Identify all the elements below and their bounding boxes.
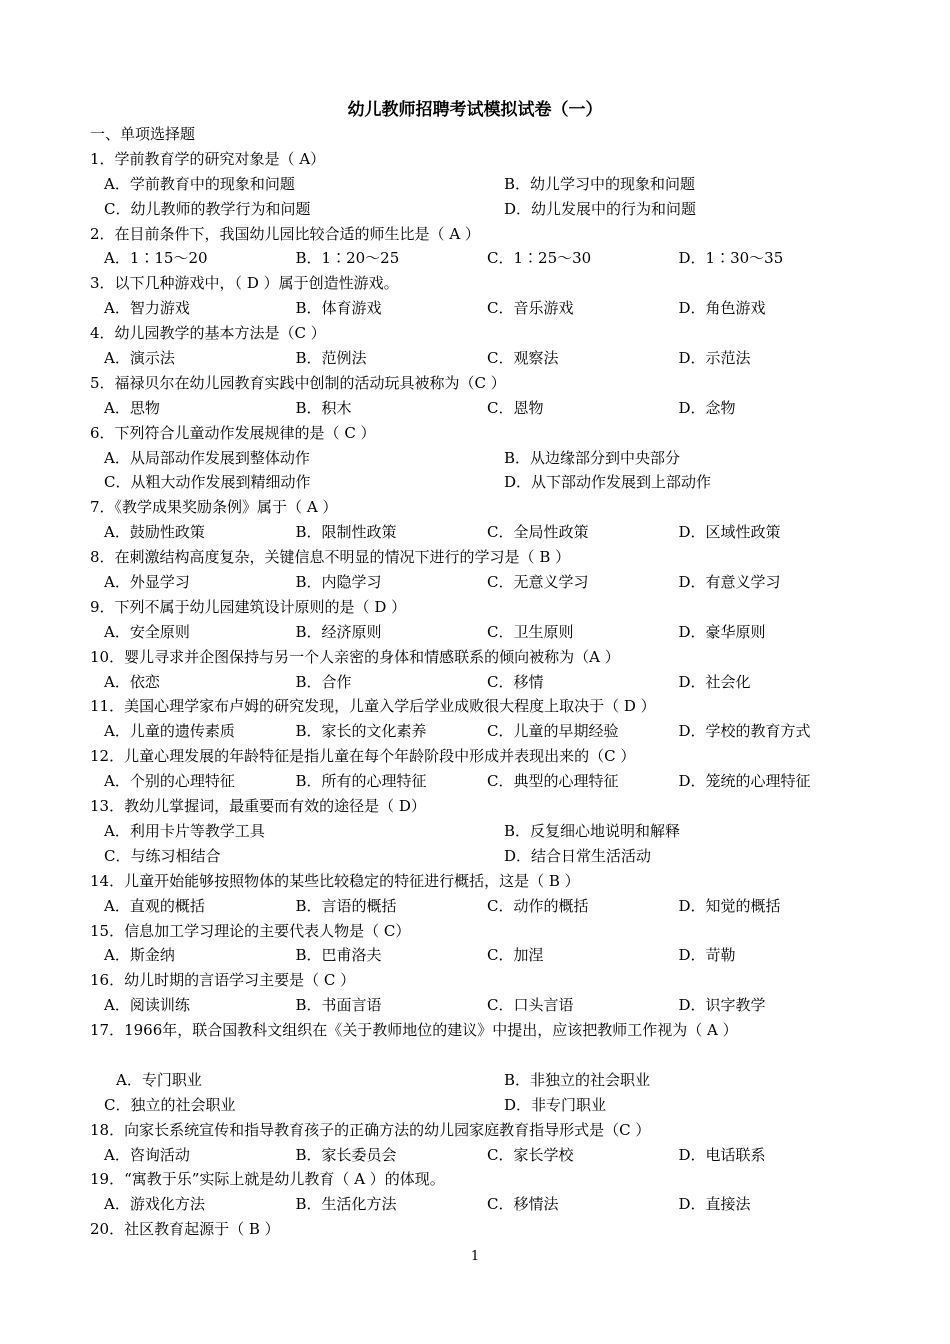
answer-option: A．利用卡片等教学工具 — [104, 821, 265, 840]
question-text: 12．儿童心理发展的年龄特征是指儿童在每个年龄阶段中形成并表现出来的（C ） — [90, 747, 636, 766]
answer-option: D．区域性政策 — [678, 523, 781, 542]
question-text: 10．婴儿寻求并企图保持与另一个人亲密的身体和情感联系的倾向被称为（A ） — [90, 647, 620, 666]
answer-option: B．范例法 — [295, 349, 367, 368]
answer-option: B．经济原则 — [295, 622, 382, 641]
answer-option: C．口头言语 — [487, 996, 574, 1015]
answer-option: C．移情法 — [487, 1195, 559, 1214]
question-text: 9．下列不属于幼儿园建筑设计原则的是（ D ） — [90, 597, 407, 616]
answer-option: C．音乐游戏 — [487, 299, 574, 318]
question-text: 16．幼儿时期的言语学习主要是（ C ） — [90, 971, 356, 990]
answer-option: C．1∶25～30 — [487, 249, 592, 268]
answer-option: A．学前教育中的现象和问题 — [104, 174, 295, 193]
options-row — [90, 296, 870, 321]
answer-option: A．鼓励性政策 — [104, 523, 205, 542]
answer-option: D．知觉的概括 — [678, 896, 781, 915]
answer-option: D．社会化 — [678, 672, 751, 691]
answer-option: C．动作的概括 — [487, 896, 589, 915]
answer-option: A．演示法 — [104, 349, 175, 368]
options-row — [90, 993, 870, 1018]
question-text: 13．教幼儿掌握词，最重要而有效的途径是（ D） — [90, 797, 426, 816]
options-row — [90, 1093, 870, 1118]
answer-option: C．观察法 — [487, 349, 559, 368]
answer-option: B．体育游戏 — [295, 299, 382, 318]
answer-option: D．学校的教育方式 — [678, 722, 811, 741]
question-text: 5．福禄贝尔在幼儿园教育实践中创制的活动玩具被称为（C ） — [90, 373, 506, 392]
answer-option: C．儿童的早期经验 — [487, 722, 619, 741]
answer-option: A．外显学习 — [104, 573, 190, 592]
question-text: 19．“寓教于乐”实际上就是幼儿教育（ A ）的体现。 — [90, 1170, 445, 1189]
options-row — [90, 943, 870, 968]
question-text: 15．信息加工学习理论的主要代表人物是（ C） — [90, 921, 411, 940]
answer-option: A．直观的概括 — [104, 896, 205, 915]
answer-option: A．咨询活动 — [104, 1145, 190, 1164]
answer-option: C．无意义学习 — [487, 573, 589, 592]
answer-option: B．巴甫洛夫 — [295, 946, 382, 965]
options-row — [90, 769, 870, 794]
answer-option: A．1∶15～20 — [104, 249, 208, 268]
options-row — [90, 819, 870, 844]
answer-option: A．智力游戏 — [104, 299, 190, 318]
question-text: 14．儿童开始能够按照物体的某些比较稳定的特征进行概括，这是（ B ） — [90, 871, 580, 890]
answer-option: B．非独立的社会职业 — [504, 1070, 651, 1089]
answer-option: B．幼儿学习中的现象和问题 — [504, 174, 696, 193]
answer-option: D．识字教学 — [678, 996, 766, 1015]
answer-option: D．苛勒 — [678, 946, 736, 965]
answer-option: A．从局部动作发展到整体动作 — [104, 448, 310, 467]
question-text: 4．幼儿园教学的基本方法是（C ） — [90, 324, 326, 343]
answer-option: B．家长委员会 — [295, 1145, 397, 1164]
question-text: 1．学前教育学的研究对象是（ A） — [90, 149, 326, 168]
answer-option: B．1∶20～25 — [295, 249, 400, 268]
question-text: 7．《教学成果奖励条例》属于（ A ） — [90, 498, 338, 517]
question-text: 8．在刺激结构高度复杂，关键信息不明显的情况下进行的学习是（ B ） — [90, 548, 571, 567]
answer-option: D．幼儿发展中的行为和问题 — [504, 199, 697, 218]
answer-option: C．幼儿教师的教学行为和问题 — [104, 199, 311, 218]
answer-option: D．非专门职业 — [504, 1095, 607, 1114]
question-text: 18．向家长系统宣传和指导教育孩子的正确方法的幼儿园家庭教育指导形式是（C ） — [90, 1120, 651, 1139]
answer-option: B．从边缘部分到中央部分 — [504, 448, 681, 467]
answer-option: B．生活化方法 — [295, 1195, 397, 1214]
page-title: 幼儿教师招聘考试模拟试卷（一） — [347, 100, 603, 120]
answer-option: B．所有的心理特征 — [295, 772, 427, 791]
options-row — [90, 719, 870, 744]
options-row — [90, 844, 870, 869]
question-list — [90, 122, 870, 1242]
options-row — [90, 570, 870, 595]
answer-option: B．限制性政策 — [295, 523, 397, 542]
answer-option: B．书面言语 — [295, 996, 382, 1015]
answer-option: A．斯金纳 — [104, 946, 175, 965]
options-row — [90, 520, 870, 545]
question-text: 2．在目前条件下，我国幼儿园比较合适的师生比是（ A ） — [90, 224, 480, 243]
answer-option: D．豪华原则 — [678, 622, 766, 641]
answer-option: D．直接法 — [678, 1195, 751, 1214]
options-row — [90, 1143, 870, 1168]
answer-option: C．家长学校 — [487, 1145, 574, 1164]
answer-option: A．个别的心理特征 — [104, 772, 235, 791]
answer-option: D．念物 — [678, 398, 736, 417]
answer-option: C．独立的社会职业 — [104, 1095, 236, 1114]
question-text: 3．以下几种游戏中，（ D ）属于创造性游戏。 — [90, 274, 399, 293]
answer-option: C．恩物 — [487, 398, 544, 417]
options-row — [90, 620, 870, 645]
answer-option: A．依恋 — [104, 672, 160, 691]
answer-option: B．合作 — [295, 672, 352, 691]
answer-option: C．全局性政策 — [487, 523, 589, 542]
options-row — [90, 470, 870, 495]
question-text: 17．1966年，联合国教科文组织在《关于教师地位的建议》中提出，应该把教师工作视为（ A ） — [90, 1021, 738, 1040]
answer-option: D．从下部动作发展到上部动作 — [504, 473, 712, 492]
answer-option: B．反复细心地说明和解释 — [504, 821, 681, 840]
answer-option: A．游戏化方法 — [104, 1195, 205, 1214]
section-heading: 一、单项选择题 — [90, 125, 196, 143]
answer-option: A．儿童的遗传素质 — [104, 722, 235, 741]
options-row — [90, 197, 870, 222]
answer-option: B．家长的文化素养 — [295, 722, 427, 741]
page-number: 1 — [470, 1249, 480, 1264]
options-row — [90, 670, 870, 695]
answer-option: B．内隐学习 — [295, 573, 382, 592]
blank-line — [90, 1043, 870, 1068]
options-row — [90, 1068, 870, 1093]
question-text: 20．社区教育起源于（ B ） — [90, 1220, 280, 1239]
answer-option: C．从粗大动作发展到精细动作 — [104, 473, 311, 492]
answer-option: A．思物 — [104, 398, 160, 417]
options-row — [90, 446, 870, 471]
answer-option: B．积木 — [295, 398, 352, 417]
answer-option: C．与练习相结合 — [104, 846, 221, 865]
options-row — [90, 1192, 870, 1217]
answer-option: D．角色游戏 — [678, 299, 766, 318]
answer-option: B．言语的概括 — [295, 896, 397, 915]
answer-option: A．安全原则 — [104, 622, 190, 641]
question-text: 11．美国心理学家布卢姆的研究发现，儿童入学后学业成败很大程度上取决于（ D ） — [90, 697, 656, 716]
answer-option: C．卫生原则 — [487, 622, 574, 641]
options-row — [90, 894, 870, 919]
answer-option: D．结合日常生活活动 — [504, 846, 652, 865]
answer-option: D．1∶30～35 — [678, 249, 784, 268]
options-row — [90, 346, 870, 371]
question-text: 6．下列符合儿童动作发展规律的是（ C ） — [90, 423, 376, 442]
answer-option: C．加涅 — [487, 946, 544, 965]
answer-option: A．专门职业 — [116, 1070, 202, 1089]
answer-option: C．移情 — [487, 672, 544, 691]
answer-option: D．有意义学习 — [678, 573, 781, 592]
options-row — [90, 246, 870, 271]
answer-option: D．电话联系 — [678, 1145, 766, 1164]
answer-option: C．典型的心理特征 — [487, 772, 619, 791]
answer-option: A．阅读训练 — [104, 996, 190, 1015]
options-row — [90, 172, 870, 197]
answer-option: D．笼统的心理特征 — [678, 772, 811, 791]
options-row — [90, 396, 870, 421]
answer-option: D．示范法 — [678, 349, 751, 368]
